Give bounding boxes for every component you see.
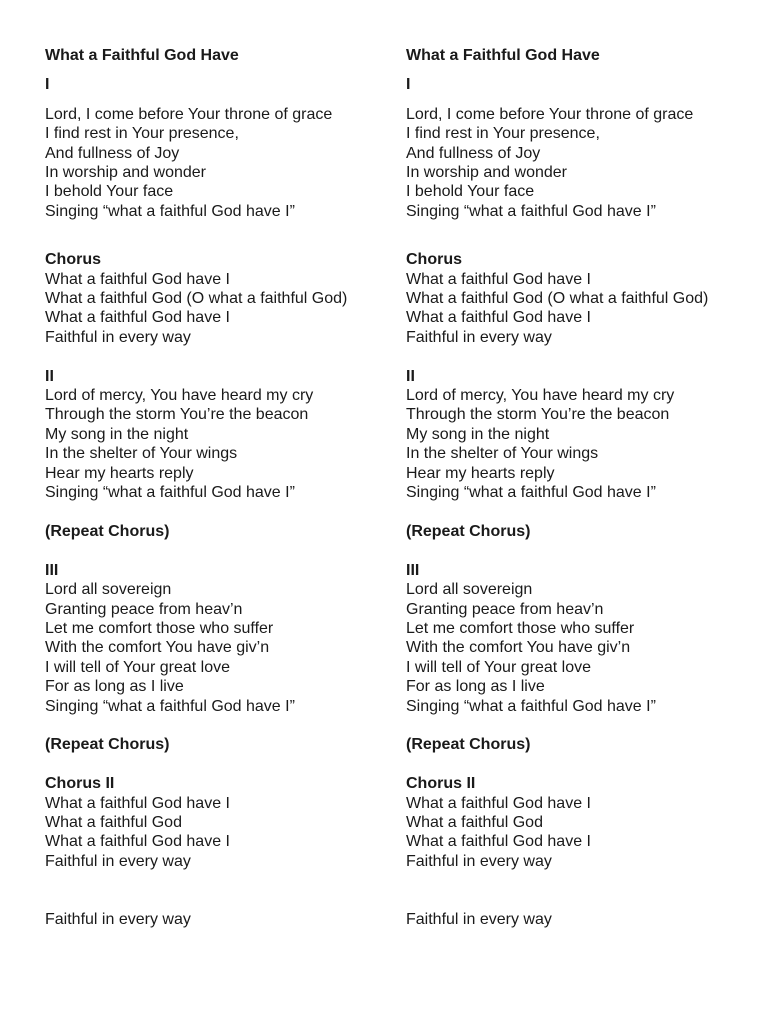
verse-2-line: Singing “what a faithful God have I”: [45, 484, 295, 502]
chorus-2-label: Chorus II: [406, 775, 476, 793]
chorus-2-label: Chorus II: [45, 775, 115, 793]
verse-3-line: I will tell of Your great love: [406, 658, 591, 676]
verse-1-line: I behold Your face: [45, 183, 174, 201]
verse-3-line: Lord all sovereign: [406, 581, 533, 599]
verse-2-line: My song in the night: [406, 425, 550, 443]
verse-1-label: I: [45, 76, 50, 94]
chorus-line: What a faithful God have I: [406, 309, 591, 327]
chorus-2-line: What a faithful God have I: [406, 794, 591, 812]
verse-2-line: Hear my hearts reply: [406, 464, 555, 482]
verse-1-line: Lord, I come before Your throne of grace: [45, 105, 333, 123]
verse-1-line: Singing “what a faithful God have I”: [45, 202, 295, 220]
verse-1-line: In worship and wonder: [406, 164, 567, 182]
chorus-line: What a faithful God have I: [45, 270, 230, 288]
verse-1-line: In worship and wonder: [45, 164, 206, 182]
chorus-2-line: What a faithful God: [406, 813, 543, 831]
lyrics-column-left: [45, 46, 385, 930]
verse-3-line: Granting peace from heav’n: [45, 600, 243, 618]
verse-2-line: In the shelter of Your wings: [406, 445, 599, 463]
song-title: What a Faithful God Have: [406, 47, 600, 64]
chorus-2-line: Faithful in every way: [406, 852, 552, 870]
verse-2-label: II: [45, 367, 54, 385]
verse-3-label: III: [45, 561, 59, 579]
verse-3-line: For as long as I live: [406, 678, 545, 696]
repeat-chorus-label: (Repeat Chorus): [406, 522, 531, 540]
verse-1-line: I behold Your face: [406, 183, 535, 201]
chorus-label: Chorus: [45, 251, 101, 269]
chorus-2-line: What a faithful God have I: [45, 833, 230, 851]
verse-3-line: I will tell of Your great love: [45, 658, 230, 676]
repeat-chorus-label: (Repeat Chorus): [45, 736, 170, 754]
verse-2-line: Hear my hearts reply: [45, 464, 194, 482]
verse-3-line: Let me comfort those who suffer: [45, 619, 274, 637]
verse-2-line: My song in the night: [45, 425, 189, 443]
song-title: What a Faithful God Have: [45, 47, 239, 64]
verse-1-label: I: [406, 76, 411, 94]
verse-1-line: Singing “what a faithful God have I”: [406, 202, 656, 220]
ending-line: Faithful in every way: [45, 911, 191, 929]
chorus-line: Faithful in every way: [406, 328, 552, 346]
ending-line: Faithful in every way: [406, 911, 552, 929]
verse-2-label: II: [406, 367, 415, 385]
verse-2-line: In the shelter of Your wings: [45, 445, 238, 463]
verse-2-line: Singing “what a faithful God have I”: [406, 484, 656, 502]
verse-2-line: Lord of mercy, You have heard my cry: [406, 387, 675, 405]
chorus-line: What a faithful God have I: [45, 309, 230, 327]
verse-1-line: And fullness of Joy: [406, 144, 541, 162]
chorus-label: Chorus: [406, 251, 462, 269]
chorus-line: What a faithful God (O what a faithful God): [406, 290, 709, 308]
chorus-line: What a faithful God (O what a faithful God): [45, 290, 348, 308]
verse-3-label: III: [406, 561, 420, 579]
verse-1-line: And fullness of Joy: [45, 144, 180, 162]
verse-3-line: With the comfort You have giv’n: [45, 639, 270, 657]
verse-3-line: For as long as I live: [45, 678, 184, 696]
verse-2-line: Through the storm You’re the beacon: [45, 406, 309, 424]
verse-3-line: Granting peace from heav’n: [406, 600, 604, 618]
repeat-chorus-label: (Repeat Chorus): [406, 736, 531, 754]
verse-3-line: Singing “what a faithful God have I”: [45, 697, 295, 715]
verse-3-line: Lord all sovereign: [45, 581, 172, 599]
verse-2-line: Through the storm You’re the beacon: [406, 406, 670, 424]
lyrics-column-right: [406, 46, 746, 930]
chorus-line: Faithful in every way: [45, 328, 191, 346]
verse-3-line: Singing “what a faithful God have I”: [406, 697, 656, 715]
verse-3-line: Let me comfort those who suffer: [406, 619, 635, 637]
verse-1-line: I find rest in Your presence,: [45, 125, 239, 143]
chorus-line: What a faithful God have I: [406, 270, 591, 288]
verse-2-line: Lord of mercy, You have heard my cry: [45, 387, 314, 405]
chorus-2-line: What a faithful God have I: [406, 833, 591, 851]
chorus-2-line: What a faithful God: [45, 813, 182, 831]
chorus-2-line: What a faithful God have I: [45, 794, 230, 812]
verse-3-line: With the comfort You have giv’n: [406, 639, 631, 657]
chorus-2-line: Faithful in every way: [45, 852, 191, 870]
repeat-chorus-label: (Repeat Chorus): [45, 522, 170, 540]
verse-1-line: Lord, I come before Your throne of grace: [406, 105, 694, 123]
verse-1-line: I find rest in Your presence,: [406, 125, 600, 143]
